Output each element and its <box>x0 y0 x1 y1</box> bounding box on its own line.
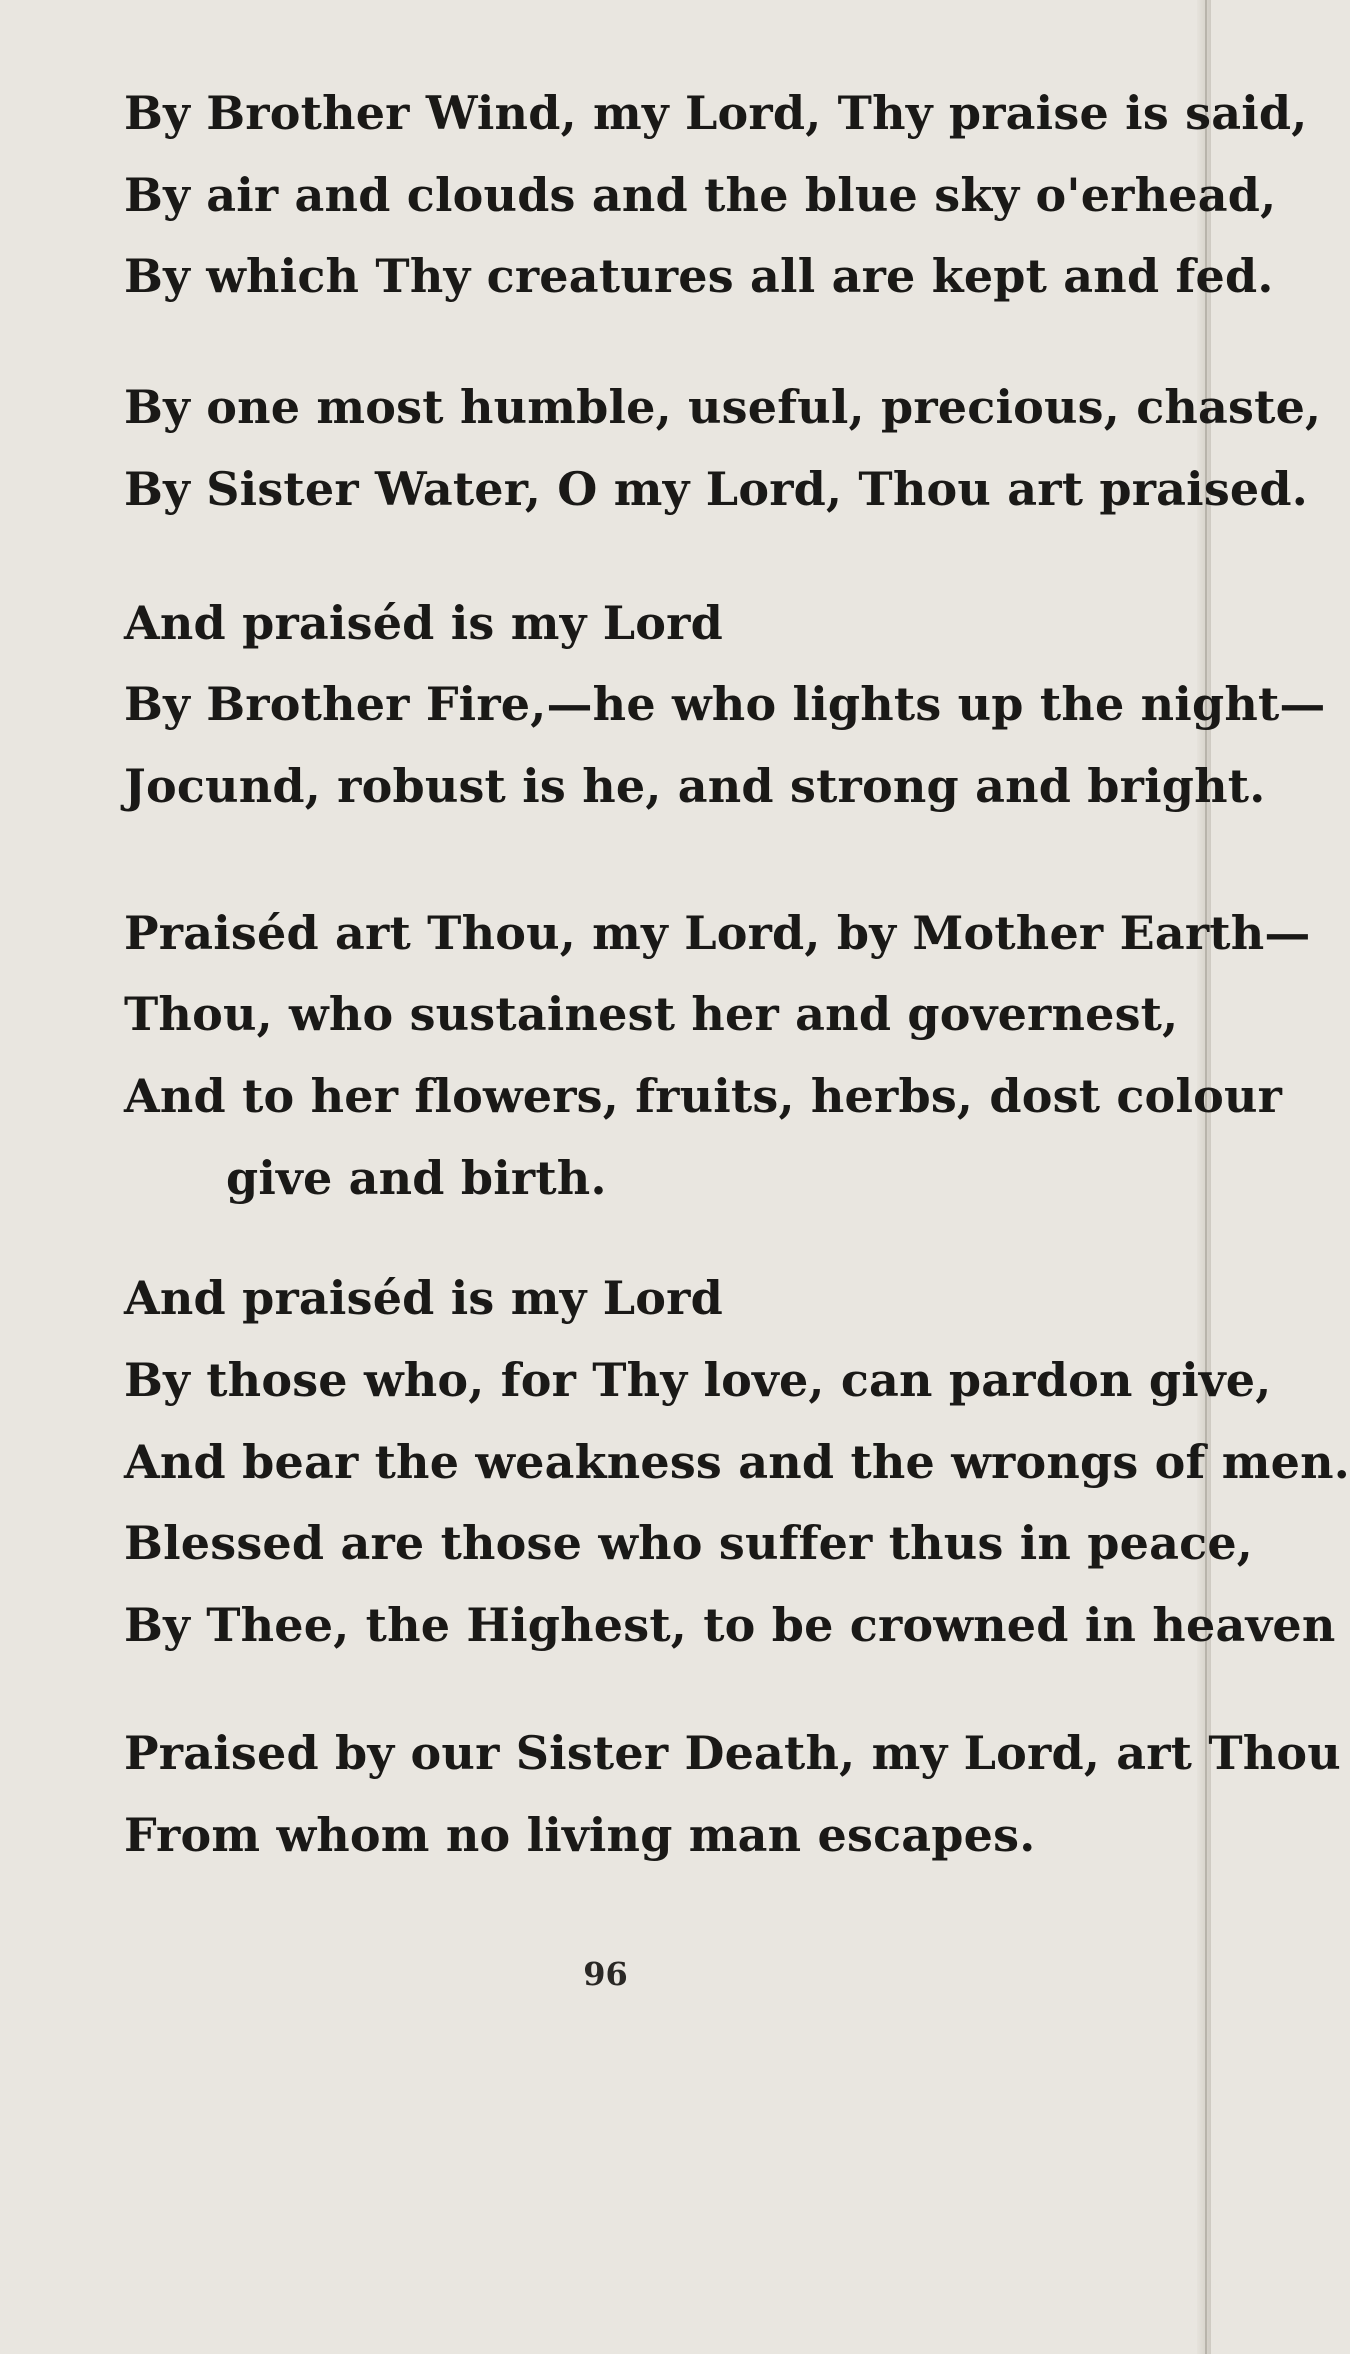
page-edge-shadow <box>1197 0 1211 2354</box>
poem-line: By which Thy creatures all are kept and fed. <box>124 249 1274 303</box>
poem-line: Praised by our Sister Death, my Lord, art Thou <box>124 1726 1341 1780</box>
poem-line: Praiséd art Thou, my Lord, by Mother Earth— <box>124 906 1311 960</box>
poem-line: By air and clouds and the blue sky o'erhead, <box>124 168 1277 222</box>
poem-line: And bear the weakness and the wrongs of men. <box>124 1435 1350 1489</box>
poem-line: By Sister Water, O my Lord, Thou art praised. <box>124 462 1308 516</box>
poem-line: give and birth. <box>226 1151 607 1205</box>
poem-line: And praiséd is my Lord <box>124 596 723 650</box>
poem-line: Blessed are those who suffer thus in peace, <box>124 1516 1254 1570</box>
poem-line: And praiséd is my Lord <box>124 1271 723 1325</box>
poem-line: Thou, who sustainest her and governest, <box>124 987 1179 1041</box>
poem-line: And to her flowers, fruits, herbs, dost colour <box>124 1069 1283 1123</box>
poem-line: By Brother Wind, my Lord, Thy praise is said, <box>124 86 1308 140</box>
poem-line: From whom no living man escapes. <box>124 1808 1036 1862</box>
poem-line: By those who, for Thy love, can pardon give, <box>124 1353 1272 1407</box>
poem-line: By Thee, the Highest, to be crowned in heaven <box>124 1598 1336 1652</box>
poem-line: Jocund, robust is he, and strong and bright. <box>124 759 1266 813</box>
page-number: 96 <box>583 1955 628 1993</box>
page-edge-line <box>1205 0 1207 2354</box>
poem-line: By one most humble, useful, precious, chaste, <box>124 380 1322 434</box>
poem-line: By Brother Fire,—he who lights up the night— <box>124 677 1326 731</box>
